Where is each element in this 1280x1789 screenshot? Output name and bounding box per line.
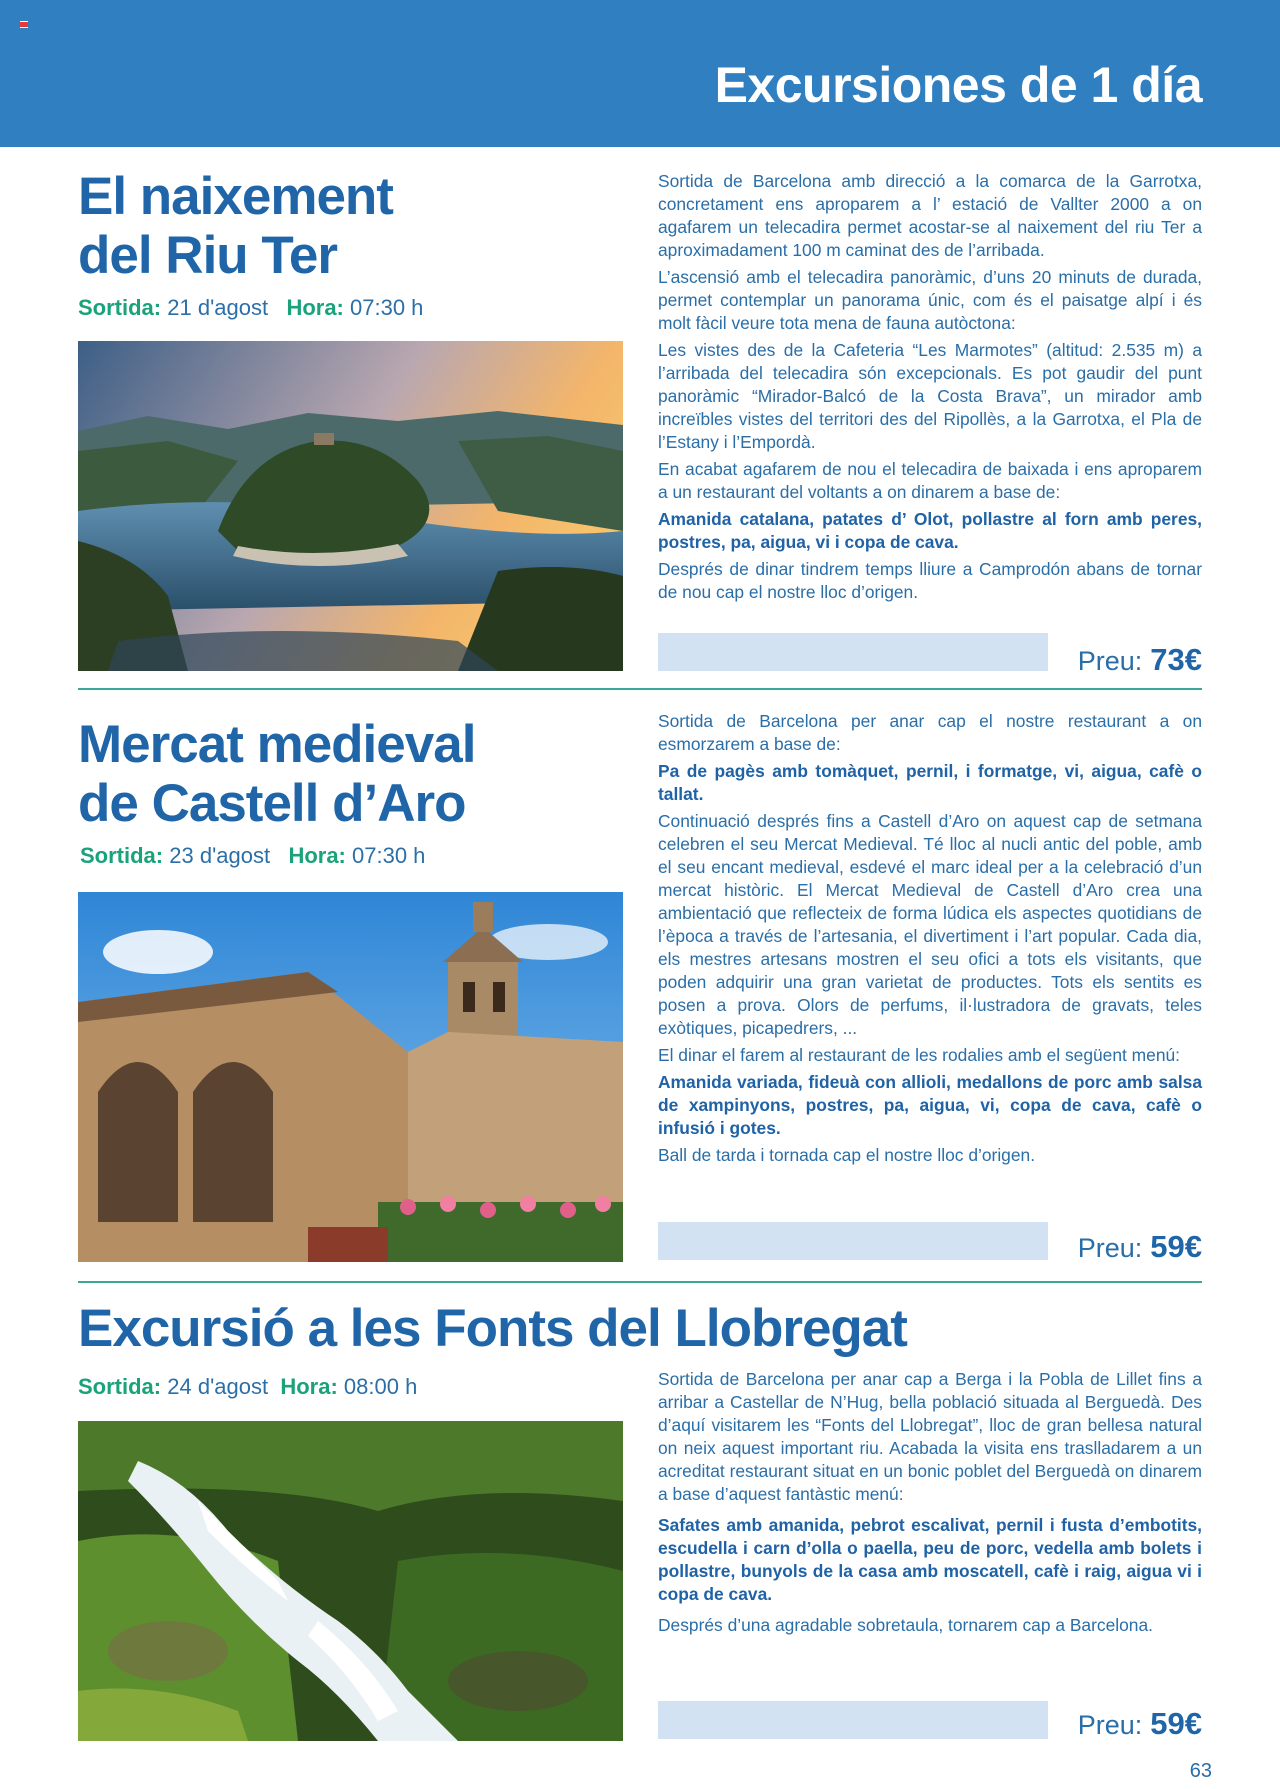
river-landscape-photo bbox=[78, 341, 623, 671]
sortida-value: 24 d'agost bbox=[167, 1374, 269, 1399]
hora-value: 07:30 h bbox=[350, 295, 424, 320]
price-value: 59€ bbox=[1150, 1229, 1202, 1264]
hora-value: 08:00 h bbox=[343, 1374, 418, 1399]
price-value: 59€ bbox=[1150, 1706, 1202, 1741]
menu-paragraph: Amanida variada, fideuà con allioli, medallons de porc amb salsa de xampinyons, postres, pa, aigua, vi, copa de cava, cafè o infusió i gotes. bbox=[658, 1072, 1202, 1138]
price-bar bbox=[658, 1701, 1048, 1739]
description-paragraph: Les vistes des de la Cafeteria “Les Marmotes” (altitud: 2.535 m) a l’arribada del telecadira són excepcionals. Es pot gaudir del punt panoràmic “Mirador-Balcó de la Costa Brava”, un mirador amb increïbles vistes del territori des del Ripollès, a la Garrotxa, el Pla de l’Estany i l’Empordà. bbox=[658, 340, 1202, 452]
price-value: 73€ bbox=[1150, 642, 1202, 677]
hora-value: 07:30 h bbox=[352, 843, 426, 868]
description-paragraph: Sortida de Barcelona per anar cap a Berga i la Pobla de Lillet fins a arribar a Castellar de N’Hug, bella població situada al Berguedà. Des d’aquí visitarem les “Fonts del Llobregat”, lloc de gran bellesa natural on neix aquest important riu. Acabada la visita ens traslladarem a un acreditat restaurant situat en un bonic poblet del Berguedà on dinarem a base d’aquest fantàstic menú: bbox=[658, 1369, 1202, 1504]
excursion-description bbox=[658, 710, 1202, 1171]
excursion-riu-ter bbox=[78, 147, 1202, 687]
excursion-title bbox=[78, 715, 475, 833]
price bbox=[1078, 642, 1202, 678]
hora-label: Hora: bbox=[286, 295, 344, 320]
schedule bbox=[80, 843, 425, 869]
flag-icon bbox=[20, 21, 28, 28]
excursion-title bbox=[78, 167, 393, 285]
price-label: Preu: bbox=[1077, 1233, 1143, 1263]
excursion-description bbox=[658, 1368, 1202, 1641]
description-paragraph: El dinar el farem al restaurant de les rodalies amb el següent menú: bbox=[658, 1045, 1180, 1065]
price-bar bbox=[658, 1222, 1048, 1260]
sortida-value: 21 d'agost bbox=[167, 295, 269, 320]
price-bar bbox=[658, 633, 1048, 671]
hora-label: Hora: bbox=[280, 1374, 338, 1399]
schedule bbox=[78, 1374, 417, 1400]
title-line: El naixement bbox=[78, 167, 393, 226]
title-line: del Riu Ter bbox=[78, 226, 337, 285]
excursion-title: Excursió a les Fonts del Llobregat bbox=[78, 1299, 907, 1358]
title-line: de Castell d’Aro bbox=[78, 774, 466, 833]
hora-label: Hora: bbox=[288, 843, 346, 868]
menu-paragraph: Pa de pagès amb tomàquet, pernil, i formatge, vi, aigua, cafè o tallat. bbox=[658, 761, 1202, 804]
excursion-description bbox=[658, 170, 1202, 608]
sortida-label: Sortida: bbox=[78, 1374, 162, 1399]
price bbox=[1078, 1229, 1202, 1265]
castle-photo bbox=[78, 892, 623, 1262]
description-paragraph: En acabat agafarem de nou el telecadira de baixada i ens aproparem a un restaurant del voltants a on dinarem a base de: bbox=[658, 459, 1202, 502]
schedule bbox=[78, 295, 423, 321]
description-paragraph: Ball de tarda i tornada cap el nostre lloc d’origen. bbox=[658, 1145, 1036, 1165]
description-paragraph: L’ascensió amb el telecadira panoràmic, d’uns 20 minuts de durada, permet contemplar un panorama únic, com és el paisatge alpí i és molt fàcil veure tota mena de fauna autòctona: bbox=[658, 267, 1202, 333]
waterfall-photo bbox=[78, 1421, 623, 1741]
page-header bbox=[0, 0, 1280, 147]
title-line: Mercat medieval bbox=[78, 715, 476, 774]
price-label: Preu: bbox=[1077, 646, 1143, 676]
page-number: 63 bbox=[1189, 1760, 1212, 1782]
description-paragraph: Sortida de Barcelona per anar cap el nostre restaurant a on esmorzarem a base de: bbox=[658, 711, 1202, 754]
sortida-label: Sortida: bbox=[80, 843, 164, 868]
sortida-value: 23 d'agost bbox=[169, 843, 271, 868]
menu-paragraph: Amanida catalana, patates d’ Olot, pollastre al forn amb peres, postres, pa, aigua, vi i copa de cava. bbox=[658, 509, 1202, 552]
sortida-label: Sortida: bbox=[78, 295, 162, 320]
excursion-castell-aro bbox=[78, 690, 1202, 1280]
description-paragraph: Sortida de Barcelona amb direcció a la comarca de la Garrotxa, concretament ens aproparem a l’ estació de Vallter 2000 a on agafarem un telecadira permet acostar-se al naixement del riu Ter a aproximadament 100 m caminat des de l’arribada. bbox=[658, 171, 1202, 260]
menu-paragraph: Safates amb amanida, pebrot escalivat, pernil i fusta d’embotits, escudella i carn d’olla o paella, peu de porc, vedella amb bolets i pollastre, bunyols de la casa amb moscatell, cafè i raig, aigua vi i copa de cava. bbox=[658, 1515, 1202, 1604]
excursion-fonts-llobregat bbox=[78, 1283, 1202, 1753]
price-label: Preu: bbox=[1077, 1710, 1143, 1740]
price bbox=[1078, 1706, 1202, 1742]
description-paragraph: Continuació després fins a Castell d’Aro on aquest cap de setmana celebren el seu Mercat Medieval. Té lloc al nucli antic del poble, amb el seu encant medieval, esdevé el marc ideal per a la celebració d’un mercat històric. El Mercat Medieval de Castell d’Aro crea una ambientació que reflecteix de forma lúdica els aspectes quotidians de l’època a través de l’artesania, el divertiment i l’art popular. Cada dia, els mestres artesans mostren el seu ofici a tots els visitants, que poden adquirir una gran varietat de productes. Tots els sentits es posen a prova. Olors de perfums, il·lustradora de gravats, teles exòtiques, picapedrers, ... bbox=[658, 811, 1202, 1038]
description-paragraph: Després de dinar tindrem temps lliure a Camprodón abans de tornar de nou cap el nostre lloc d’origen. bbox=[658, 559, 1202, 602]
header-title: Excursiones de 1 día bbox=[714, 57, 1202, 113]
description-paragraph: Després d’una agradable sobretaula, tornarem cap a Barcelona. bbox=[658, 1615, 1153, 1635]
